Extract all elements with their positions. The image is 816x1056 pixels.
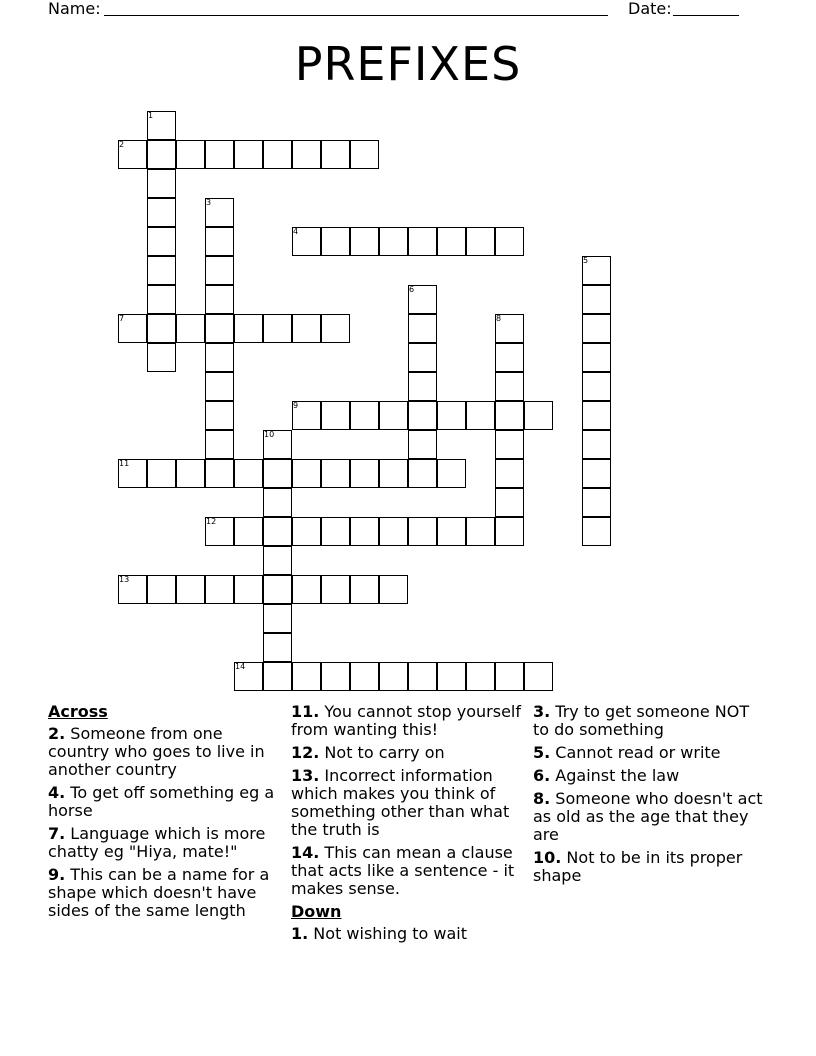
- crossword-cell[interactable]: [205, 575, 234, 604]
- clue-down-5: 5. Cannot read or write: [533, 743, 721, 762]
- name-label: Name:: [48, 0, 101, 18]
- clues-column-2: [291, 703, 525, 948]
- crossword-cell[interactable]: [147, 459, 176, 488]
- crossword-cell[interactable]: [379, 662, 408, 691]
- crossword-cell[interactable]: [263, 459, 292, 488]
- clue-across-2: 2. Someone from one country who goes to live in another country: [48, 724, 265, 779]
- crossword-cell[interactable]: [321, 227, 350, 256]
- crossword-cell[interactable]: [495, 227, 524, 256]
- crossword-cell[interactable]: [408, 430, 437, 459]
- crossword-cell[interactable]: [263, 633, 292, 662]
- crossword-cell[interactable]: [234, 314, 263, 343]
- crossword-cell[interactable]: [263, 604, 292, 633]
- crossword-cell[interactable]: [379, 459, 408, 488]
- clue-number: 5: [583, 256, 589, 265]
- crossword-cell[interactable]: [263, 488, 292, 517]
- crossword-cell[interactable]: [466, 401, 495, 430]
- crossword-cell[interactable]: [524, 401, 553, 430]
- crossword-cell[interactable]: [495, 372, 524, 401]
- clue-across-7: 7. Language which is more chatty eg "Hiya, mate!": [48, 824, 266, 861]
- crossword-cell[interactable]: [176, 140, 205, 169]
- clue-number: 7: [119, 314, 125, 323]
- crossword-cell[interactable]: [147, 140, 176, 169]
- clue-number: 8: [496, 314, 502, 323]
- crossword-cell[interactable]: [205, 227, 234, 256]
- clue-number: 1: [148, 111, 154, 120]
- crossword-cell[interactable]: [408, 459, 437, 488]
- crossword-cell[interactable]: [350, 227, 379, 256]
- crossword-cell[interactable]: [147, 198, 176, 227]
- clues-column-1: [48, 703, 280, 925]
- crossword-cell[interactable]: [437, 401, 466, 430]
- crossword-cell[interactable]: [495, 662, 524, 691]
- crossword-cell[interactable]: [582, 459, 611, 488]
- crossword-cell[interactable]: [466, 227, 495, 256]
- crossword-cell[interactable]: [292, 662, 321, 691]
- page-title: PREFIXES: [294, 37, 522, 91]
- crossword-cell[interactable]: [263, 662, 292, 691]
- crossword-cell[interactable]: [495, 430, 524, 459]
- clue-number: 2: [119, 140, 125, 149]
- crossword-cell[interactable]: [582, 517, 611, 546]
- crossword-cell[interactable]: [292, 314, 321, 343]
- clues-column-3: [533, 703, 769, 890]
- clue-across-14: 14. This can mean a clause that acts like a sentence - it makes sense.: [291, 843, 515, 898]
- crossword-cell[interactable]: [379, 517, 408, 546]
- crossword-cell[interactable]: [582, 314, 611, 343]
- across-heading: Across: [48, 702, 108, 721]
- crossword-cell[interactable]: [263, 314, 292, 343]
- crossword-cell[interactable]: [321, 459, 350, 488]
- clue-down-8: 8. Someone who doesn't act as old as the age that they are: [533, 789, 763, 844]
- crossword-cell[interactable]: [495, 401, 524, 430]
- crossword-cell[interactable]: [263, 140, 292, 169]
- crossword-cell[interactable]: [147, 285, 176, 314]
- crossword-cell[interactable]: [205, 401, 234, 430]
- crossword-cell[interactable]: [582, 488, 611, 517]
- crossword-cell[interactable]: [147, 575, 176, 604]
- crossword-cell[interactable]: [205, 430, 234, 459]
- crossword-cell[interactable]: [147, 227, 176, 256]
- crossword-cell[interactable]: [321, 314, 350, 343]
- clue-across-13: 13. Incorrect information which makes you think of something other than what the truth is: [291, 766, 510, 839]
- crossword-cell[interactable]: [205, 285, 234, 314]
- clue-number: 10: [264, 430, 275, 439]
- crossword-cell[interactable]: [379, 227, 408, 256]
- crossword-cell[interactable]: [408, 314, 437, 343]
- crossword-cell[interactable]: [176, 459, 205, 488]
- crossword-cell[interactable]: [321, 662, 350, 691]
- crossword-cell[interactable]: [234, 140, 263, 169]
- crossword-cell[interactable]: [350, 401, 379, 430]
- clue-down-10: 10. Not to be in its proper shape: [533, 848, 743, 885]
- clue-across-9: 9. This can be a name for a shape which doesn't have sides of the same length: [48, 865, 270, 920]
- crossword-cell[interactable]: [321, 401, 350, 430]
- crossword-cell[interactable]: [205, 314, 234, 343]
- crossword-cell[interactable]: [292, 140, 321, 169]
- crossword-cell[interactable]: [350, 662, 379, 691]
- clue-across-4: 4. To get off something eg a horse: [48, 783, 275, 820]
- date-label: Date:: [628, 0, 672, 18]
- crossword-cell[interactable]: [234, 459, 263, 488]
- crossword-cell[interactable]: [408, 343, 437, 372]
- crossword-cell[interactable]: [495, 488, 524, 517]
- crossword-cell[interactable]: [234, 575, 263, 604]
- clue-down-1: 1. Not wishing to wait: [291, 924, 468, 943]
- crossword-cell[interactable]: [408, 517, 437, 546]
- crossword-cell[interactable]: [495, 343, 524, 372]
- crossword-cell[interactable]: [582, 430, 611, 459]
- crossword-cell[interactable]: [466, 517, 495, 546]
- crossword-cell[interactable]: [147, 343, 176, 372]
- clue-down-6: 6. Against the law: [533, 766, 680, 785]
- crossword-cell[interactable]: [321, 517, 350, 546]
- crossword-cell[interactable]: [495, 459, 524, 488]
- crossword-cell[interactable]: [379, 575, 408, 604]
- crossword-cell[interactable]: [263, 546, 292, 575]
- crossword-cell[interactable]: [582, 401, 611, 430]
- crossword-cell[interactable]: [350, 140, 379, 169]
- clue-across-12: 12. Not to carry on: [291, 743, 445, 762]
- crossword-cell[interactable]: [292, 517, 321, 546]
- crossword-cell[interactable]: [350, 575, 379, 604]
- down-heading: Down: [291, 902, 342, 921]
- crossword-cell[interactable]: [292, 459, 321, 488]
- clue-number: 3: [206, 198, 212, 207]
- clue-number: 11: [119, 459, 130, 468]
- crossword-cell[interactable]: [582, 372, 611, 401]
- crossword-cell[interactable]: [582, 285, 611, 314]
- crossword-cell[interactable]: [582, 343, 611, 372]
- clue-number: 12: [206, 517, 217, 526]
- clue-number: 9: [293, 401, 299, 410]
- crossword-cell[interactable]: [321, 140, 350, 169]
- crossword-cell[interactable]: [147, 169, 176, 198]
- crossword-cell[interactable]: [437, 459, 466, 488]
- crossword-cell[interactable]: [205, 343, 234, 372]
- crossword-cell[interactable]: [408, 401, 437, 430]
- crossword-cell[interactable]: [437, 517, 466, 546]
- crossword-cell[interactable]: [495, 517, 524, 546]
- crossword-cell[interactable]: [350, 459, 379, 488]
- crossword-cell[interactable]: [379, 401, 408, 430]
- crossword-cell[interactable]: [321, 575, 350, 604]
- crossword-cell[interactable]: [466, 662, 495, 691]
- crossword-cell[interactable]: [292, 575, 321, 604]
- crossword-cell[interactable]: [205, 140, 234, 169]
- clue-number: 13: [119, 575, 130, 584]
- crossword-cell[interactable]: [176, 575, 205, 604]
- crossword-cell[interactable]: [437, 227, 466, 256]
- crossword-cell[interactable]: [524, 662, 553, 691]
- clue-number: 6: [409, 285, 415, 294]
- clue-across-11: 11. You cannot stop yourself from wanting this!: [291, 702, 521, 739]
- crossword-cell[interactable]: [408, 372, 437, 401]
- crossword-cell[interactable]: [205, 372, 234, 401]
- crossword-cell[interactable]: [234, 517, 263, 546]
- crossword-cell[interactable]: [437, 662, 466, 691]
- crossword-cell[interactable]: [147, 256, 176, 285]
- crossword-cell[interactable]: [147, 314, 176, 343]
- clue-number: 4: [293, 227, 299, 236]
- crossword-cell[interactable]: [350, 517, 379, 546]
- crossword-cell[interactable]: [205, 256, 234, 285]
- crossword-cell[interactable]: [408, 662, 437, 691]
- crossword-cell[interactable]: [263, 517, 292, 546]
- crossword-cell[interactable]: [263, 575, 292, 604]
- clue-down-3: 3. Try to get someone NOT to do something: [533, 702, 750, 739]
- crossword-cell[interactable]: [205, 459, 234, 488]
- clue-number: 14: [235, 662, 246, 671]
- crossword-cell[interactable]: [176, 314, 205, 343]
- crossword-cell[interactable]: [408, 227, 437, 256]
